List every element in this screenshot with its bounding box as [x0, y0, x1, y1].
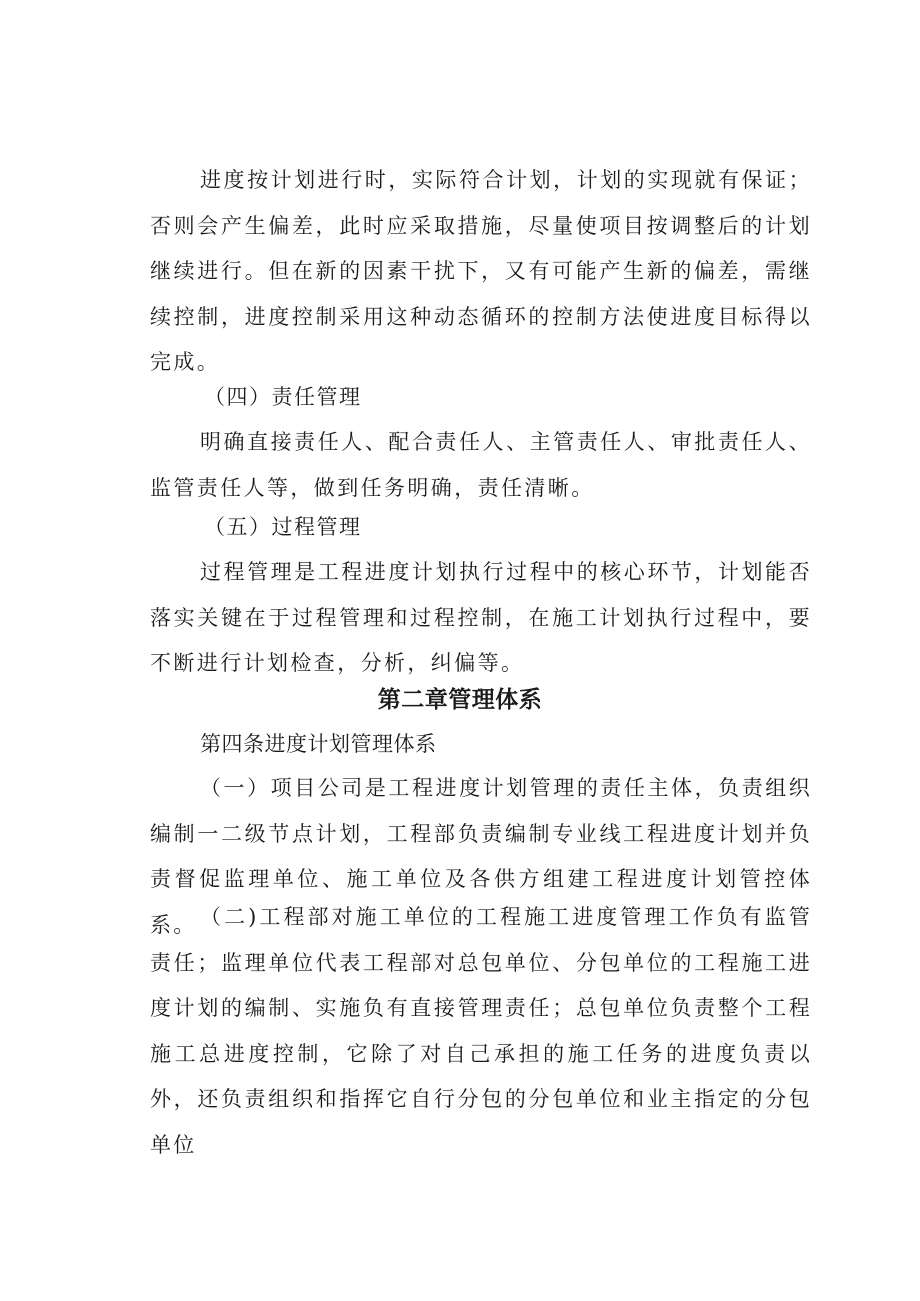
- section-heading-process: （五）过程管理: [204, 515, 362, 539]
- chapter-title: 第二章管理体系: [377, 687, 543, 713]
- paragraph-process: 过程管理是工程进度计划执行过程中的核心环节，计划能否落实关键在于过程管理和过程控制，在施工计划执行过程中，要不断进行计划检查，分析，纠偏等。: [150, 560, 812, 675]
- article-title: 第四条进度计划管理体系: [200, 732, 437, 756]
- paragraph-system-1: （一）项目公司是工程进度计划管理的责任主体，负责组织编制一二级节点计划，工程部负责编制专业线工程进度计划并负责督促监理单位、施工单位及各供方组建工程进度计划管控体系。: [150, 776, 812, 937]
- paragraph-system-2: （二)工程部对施工单位的工程施工进度管理工作负有监管责任；监理单位代表工程部对总包单位、分包单位的工程施工进度计划的编制、实施负有直接管理责任；总包单位负责整个工程施工总进度控制，它除了对自己承担的施工任务的进度负责以外，还负责组织和指挥它自行分包的分包单位和业主指定的分包单位: [150, 905, 812, 1157]
- section-heading-responsibility: （四）责任管理: [204, 385, 362, 409]
- paragraph-responsibility: 明确直接责任人、配合责任人、主管责任人、审批责任人、监管责任人等，做到任务明确，责任清晰。: [150, 430, 812, 500]
- paragraph-progress-control: 进度按计划进行时，实际符合计划，计划的实现就有保证；否则会产生偏差，此时应采取措施，尽量使项目按调整后的计划继续进行。但在新的因素干扰下，又有可能产生新的偏差，需继续控制，进度控制采用这种动态循环的控制方法使进度目标得以完成。: [150, 168, 812, 374]
